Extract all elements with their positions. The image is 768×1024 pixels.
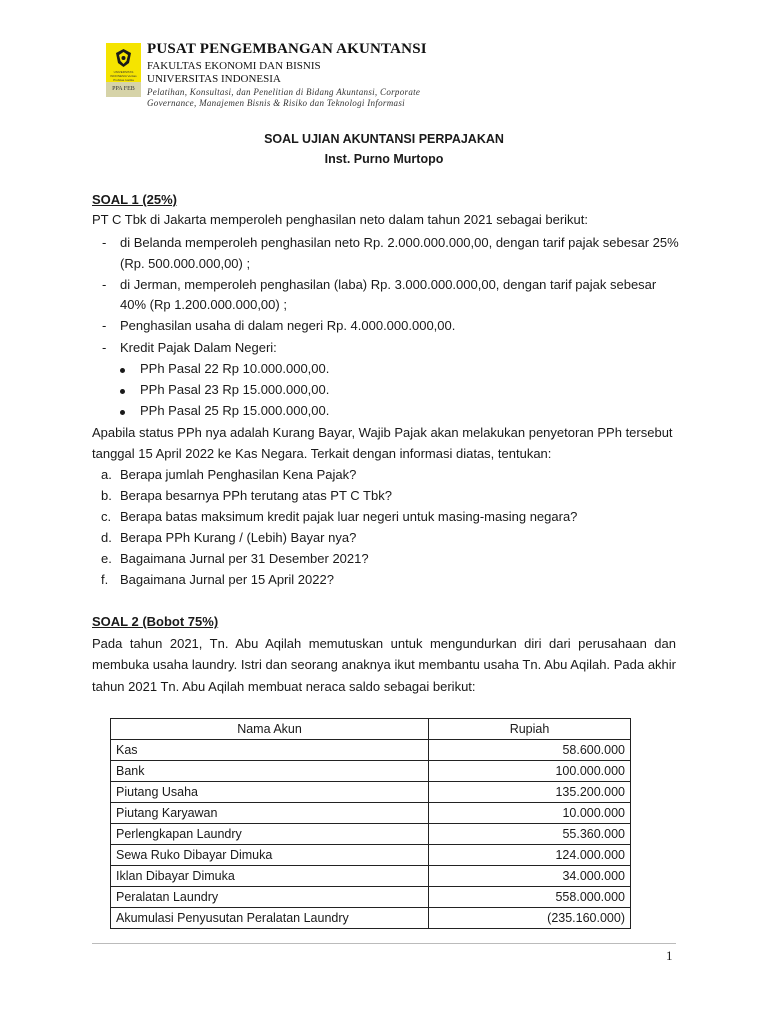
question-letter: e. xyxy=(101,551,112,566)
soal1-paragraph-1: Apabila status PPh nya adalah Kurang Bayar, Wajib Pajak akan melakukan penyetoran PPh tersebut xyxy=(92,425,673,440)
org-description-2: Governance, Manajemen Bisnis & Risiko dan Teknologi Informasi xyxy=(147,98,405,108)
soal1-intro: PT C Tbk di Jakarta memperoleh penghasilan neto dalam tahun 2021 sebagai berikut: xyxy=(92,212,588,227)
account-amount: 558.000.000 xyxy=(429,887,631,908)
account-amount: 100.000.000 xyxy=(429,761,631,782)
question-text: Berapa batas maksimum kredit pajak luar negeri untuk masing-masing negara? xyxy=(120,509,578,524)
column-header-amount: Rupiah xyxy=(429,719,631,740)
question-letter: a. xyxy=(101,467,112,482)
account-name: Peralatan Laundry xyxy=(111,887,429,908)
question-letter: c. xyxy=(101,509,112,524)
soal1-item-cont: 40% (Rp 1.200.000.000,00) ; xyxy=(120,297,287,312)
soal2-paragraph-1: Pada tahun 2021, Tn. Abu Aqilah memutuskan untuk mengundurkan diri dari perusahaan dan xyxy=(92,636,676,651)
trial-balance-table xyxy=(110,718,631,929)
question-text: Berapa besarnya PPh terutang atas PT C Tbk? xyxy=(120,488,392,503)
question-text: Bagaimana Jurnal per 15 April 2022? xyxy=(120,572,334,587)
account-name: Piutang Karyawan xyxy=(111,803,429,824)
soal1-paragraph-2: tanggal 15 April 2022 ke Kas Negara. Terkait dengan informasi diatas, tentukan: xyxy=(92,446,552,461)
logo-tag: PPA FEB xyxy=(106,82,141,97)
question-letter: b. xyxy=(101,488,112,503)
soal1-item: di Jerman, memperoleh penghasilan (laba) Rp. 3.000.000.000,00, dengan tarif pajak sebesar xyxy=(120,277,657,292)
list-dash: - xyxy=(102,318,107,333)
account-amount: 10.000.000 xyxy=(429,803,631,824)
account-amount: (235.160.000) xyxy=(429,908,631,929)
soal2-heading: SOAL 2 (Bobot 75%) xyxy=(92,614,219,629)
bullet-icon xyxy=(120,410,125,415)
exam-title: SOAL UJIAN AKUNTANSI PERPAJAKAN xyxy=(264,132,504,146)
faculty-line: FAKULTAS EKONOMI DAN BISNIS xyxy=(147,60,321,72)
page-number: 1 xyxy=(666,948,673,963)
org-title: PUSAT PENGEMBANGAN AKUNTANSI xyxy=(147,41,427,57)
soal1-heading: SOAL 1 (25%) xyxy=(92,192,178,207)
soal2-paragraph-2: membuka usaha laundry. Istri dan seorang anaknya ikut membantu usaha Tn. Abu Aqilah. Pada akhir xyxy=(92,657,676,672)
list-dash: - xyxy=(102,277,107,292)
question-letter: d. xyxy=(101,530,112,545)
bullet-icon xyxy=(120,368,125,373)
account-amount: 58.600.000 xyxy=(429,740,631,761)
soal1-item: Kredit Pajak Dalam Negeri: xyxy=(120,340,277,355)
account-amount: 55.360.000 xyxy=(429,824,631,845)
question-text: Berapa jumlah Penghasilan Kena Pajak? xyxy=(120,467,357,482)
credit-item: PPh Pasal 25 Rp 15.000.000,00. xyxy=(140,403,330,418)
instructor-name: Inst. Purno Murtopo xyxy=(324,152,444,166)
soal1-item-cont: (Rp. 500.000.000,00) ; xyxy=(120,256,251,271)
soal1-item: di Belanda memperoleh penghasilan neto Rp. 2.000.000.000,00, dengan tarif pajak sebesar 25% xyxy=(120,235,679,250)
table-row xyxy=(111,761,631,782)
table-row xyxy=(111,782,631,803)
question-letter: f. xyxy=(101,572,109,587)
account-name: Bank xyxy=(111,761,429,782)
table-row xyxy=(111,887,631,908)
table-row xyxy=(111,803,631,824)
account-amount: 34.000.000 xyxy=(429,866,631,887)
column-header-account: Nama Akun xyxy=(111,719,429,740)
soal2-paragraph-3: tahun 2021 Tn. Abu Aqilah membuat neraca saldo sebagai berikut: xyxy=(92,679,476,694)
table-row xyxy=(111,845,631,866)
list-dash: - xyxy=(102,235,107,250)
list-dash: - xyxy=(102,340,107,355)
logo-caption: UNIVERSITAS INDONESIA Veritas Probitas Iustitia xyxy=(110,70,137,82)
account-name: Piutang Usaha xyxy=(111,782,429,803)
university-line: UNIVERSITAS INDONESIA xyxy=(147,73,281,85)
crest-icon xyxy=(114,48,133,68)
account-amount: 124.000.000 xyxy=(429,845,631,866)
account-name: Perlengkapan Laundry xyxy=(111,824,429,845)
credit-item: PPh Pasal 22 Rp 10.000.000,00. xyxy=(140,361,330,376)
org-description-1: Pelatihan, Konsultasi, dan Penelitian di Bidang Akuntansi, Corporate xyxy=(147,87,421,97)
bullet-icon xyxy=(120,389,125,394)
table-row xyxy=(111,824,631,845)
table-header-row xyxy=(111,719,631,740)
account-name: Sewa Ruko Dibayar Dimuka xyxy=(111,845,429,866)
footer-divider xyxy=(92,943,676,944)
question-text: Bagaimana Jurnal per 31 Desember 2021? xyxy=(120,551,369,566)
account-name: Kas xyxy=(111,740,429,761)
account-name: Akumulasi Penyusutan Peralatan Laundry xyxy=(111,908,429,929)
soal1-item: Penghasilan usaha di dalam negeri Rp. 4.000.000.000,00. xyxy=(120,318,456,333)
credit-item: PPh Pasal 23 Rp 15.000.000,00. xyxy=(140,382,330,397)
table-row xyxy=(111,866,631,887)
table-row xyxy=(111,908,631,929)
account-amount: 135.200.000 xyxy=(429,782,631,803)
question-text: Berapa PPh Kurang / (Lebih) Bayar nya? xyxy=(120,530,357,545)
table-row xyxy=(111,740,631,761)
account-name: Iklan Dibayar Dimuka xyxy=(111,866,429,887)
